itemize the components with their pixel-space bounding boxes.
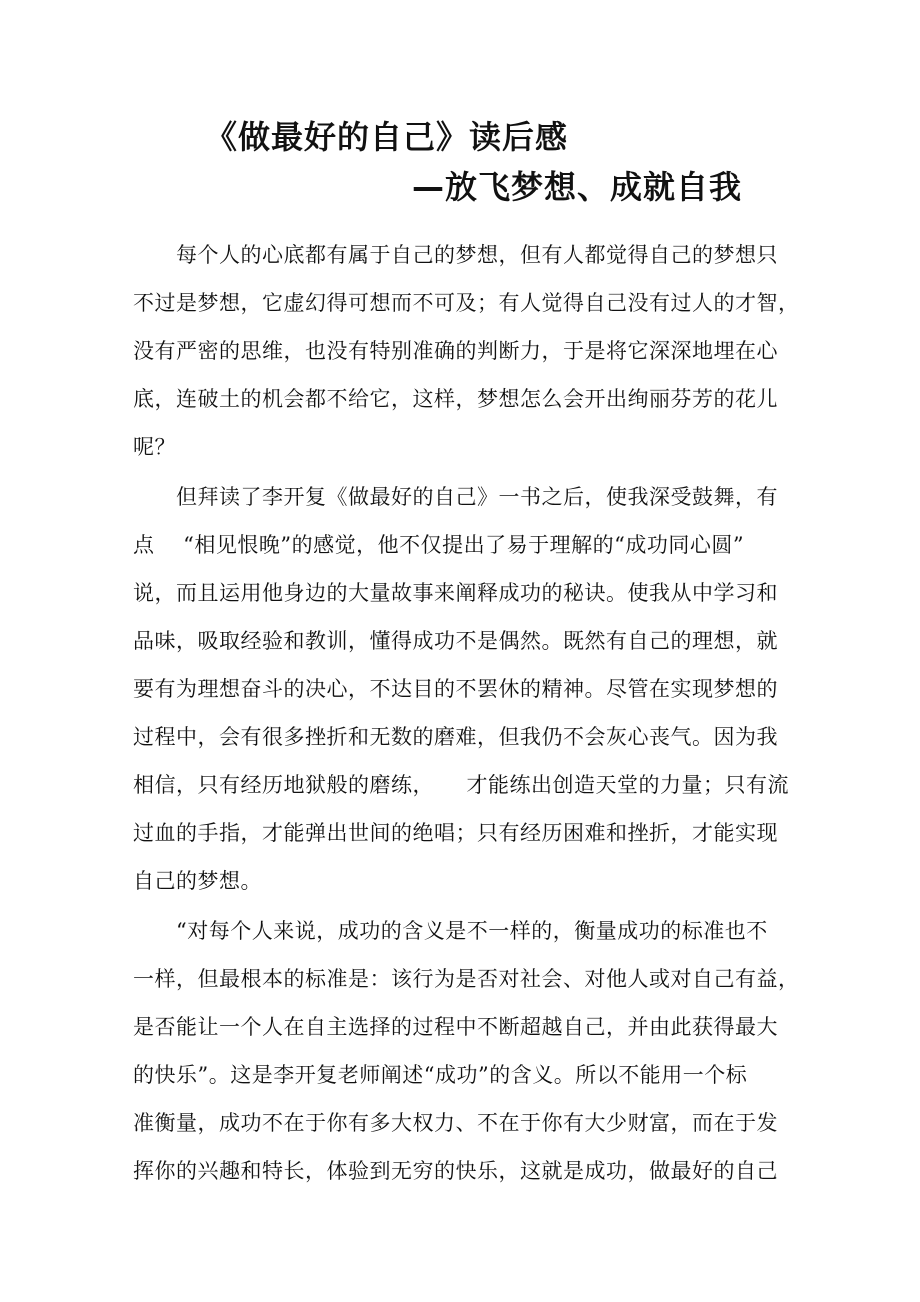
text-line: 点 “相见恨晚”的感觉，他不仅提出了易于理解的“成功同心圆”	[133, 533, 745, 557]
document-subtitle: —放飞梦想、成就自我	[412, 168, 743, 206]
text-line: 一样，但最根本的标准是：该行为是否对社会、对他人或对自己有益，	[133, 967, 800, 991]
text-line: 但拜读了李开复《做最好的自己》一书之后，使我深受鼓舞，有	[133, 485, 778, 509]
text-line: 底，连破土的机会都不给它，这样，梦想怎么会开出绚丽芬芳的花儿	[133, 387, 778, 411]
document-title: 《做最好的自己》读后感	[205, 118, 569, 156]
text-line: 是否能让一个人在自主选择的过程中不断超越自己，并由此获得最大	[133, 1015, 778, 1039]
text-line: “对每个人来说，成功的含义是不一样的，衡量成功的标准也不	[133, 919, 768, 943]
text-line: 的快乐”。这是李开复老师阐述“成功”的含义。所以不能用一个标	[133, 1063, 748, 1087]
text-line: 不过是梦想，它虚幻得可想而不可及；有人觉得自己没有过人的才智，	[133, 291, 800, 315]
text-line: 没有严密的思维，也没有特别准确的判断力，于是将它深深地埋在心	[133, 339, 778, 363]
text-line: 过血的手指，才能弹出世间的绝唱；只有经历困难和挫折，才能实现	[133, 821, 778, 845]
text-line: 挥你的兴趣和特长，体验到无穷的快乐，这就是成功，做最好的自己	[133, 1159, 778, 1183]
text-line: 呢？	[133, 435, 176, 459]
text-line: 品味，吸取经验和教训，懂得成功不是偶然。既然有自己的理想，就	[133, 629, 778, 653]
text-line: 说，而且运用他身边的大量故事来阐释成功的秘诀。使我从中学习和	[133, 581, 778, 605]
text-line: 要有为理想奋斗的决心，不达目的不罢休的精神。尽管在实现梦想的	[133, 677, 778, 701]
text-line: 每个人的心底都有属于自己的梦想，但有人都觉得自己的梦想只	[133, 243, 778, 267]
text-line: 过程中，会有很多挫折和无数的磨难，但我仍不会灰心丧气。因为我	[133, 725, 778, 749]
text-line: 相信，只有经历地狱般的磨练， 才能练出创造天堂的力量；只有流	[133, 773, 789, 797]
text-line: 自己的梦想。	[133, 869, 262, 893]
text-line: 准衡量，成功不在于你有多大权力、不在于你有大少财富，而在于发	[133, 1111, 778, 1135]
